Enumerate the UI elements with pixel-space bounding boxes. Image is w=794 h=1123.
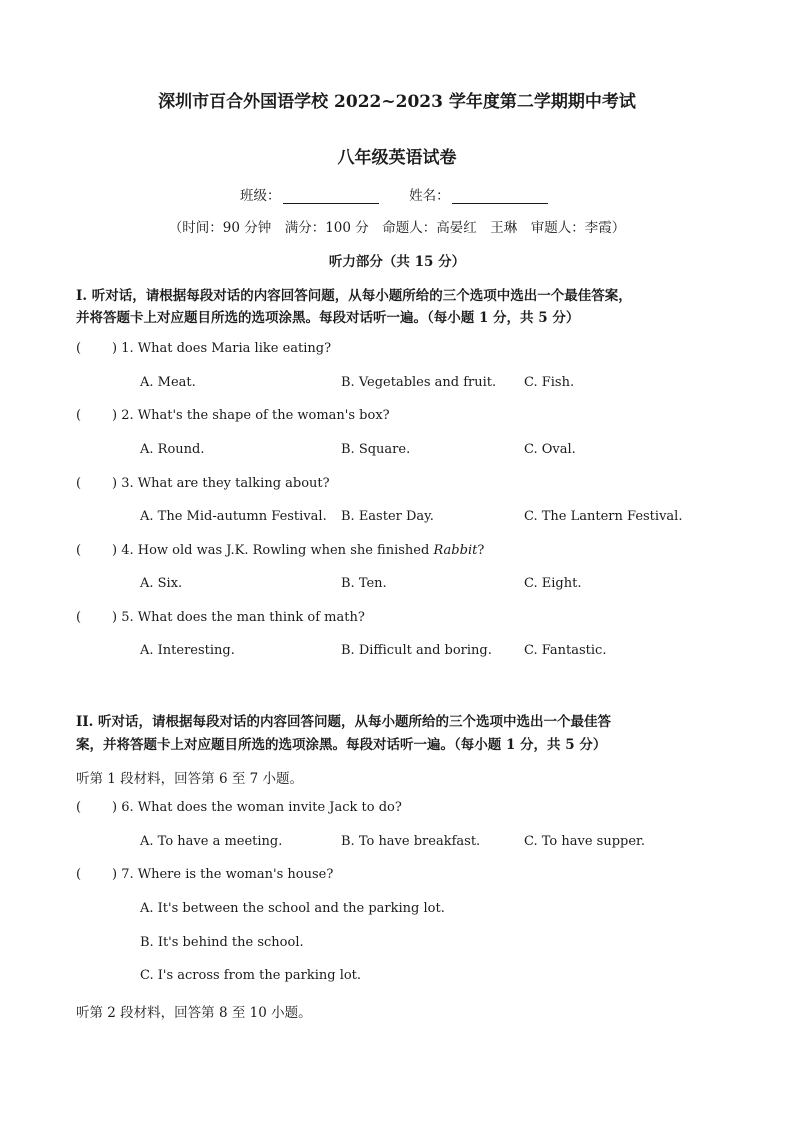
- q3-option-c: C. The Lantern Festival.: [524, 509, 683, 524]
- section1-heading-line1: I. 听对话，请根据每段对话的内容回答问题，从每小题所给的三个选项中选出一个最佳答案，: [76, 288, 632, 304]
- exam-subtitle: 八年级英语试卷: [337, 148, 457, 168]
- q4-option-c: C. Eight.: [524, 576, 582, 591]
- question-text: 1. What does Maria like eating?: [121, 341, 332, 356]
- answer-paren[interactable]: (: [76, 800, 82, 815]
- question-text: 5. What does the man think of math?: [121, 610, 365, 625]
- answer-paren[interactable]: (: [76, 476, 82, 491]
- class-name-line: [240, 184, 548, 204]
- question-1: ( ) 1. What does Maria like eating?: [76, 341, 332, 356]
- q6-option-a: A. To have a meeting.: [140, 834, 283, 849]
- q1-option-a: A. Meat.: [140, 375, 196, 390]
- question-text: 2. What's the shape of the woman's box?: [121, 408, 390, 423]
- section2-heading-line1: II. 听对话，请根据每段对话的内容回答问题，从每小题所给的三个选项中选出一个最佳答: [76, 714, 612, 730]
- question-3: ( ) 3. What are they talking about?: [76, 476, 330, 491]
- answer-paren[interactable]: (: [76, 867, 82, 882]
- answer-paren[interactable]: (: [76, 341, 82, 356]
- q2-option-b: B. Square.: [341, 442, 411, 457]
- question-4: ( ) 4. How old was J.K. Rowling when she finished Rabbit?: [76, 543, 485, 558]
- q7-option-a: A. It's between the school and the parking lot.: [140, 901, 445, 916]
- question-text: 3. What are they talking about?: [121, 476, 330, 491]
- name-blank[interactable]: [452, 189, 548, 204]
- material-2-instruction: 听第 2 段材料，回答第 8 至 10 小题。: [76, 1005, 312, 1021]
- answer-paren[interactable]: (: [76, 408, 82, 423]
- q2-option-c: C. Oval.: [524, 442, 576, 457]
- q6-option-c: C. To have supper.: [524, 834, 645, 849]
- question-6: ( ) 6. What does the woman invite Jack to do?: [76, 800, 402, 815]
- question-text: 6. What does the woman invite Jack to do?: [121, 800, 402, 815]
- q5-option-b: B. Difficult and boring.: [341, 643, 492, 658]
- section1-heading-line2: 并将答题卡上对应题目所选的选项涂黑。每段对话听一遍。（每小题 1 分，共 5 分）: [76, 310, 580, 326]
- q3-option-b: B. Easter Day.: [341, 509, 434, 524]
- question-text: 7. Where is the woman's house?: [121, 867, 334, 882]
- q2-option-a: A. Round.: [140, 442, 205, 457]
- question-5: ( ) 5. What does the man think of math?: [76, 610, 365, 625]
- answer-paren[interactable]: (: [76, 610, 82, 625]
- exam-info: （时间：90 分钟 满分：100 分 命题人：高晏红 王琳 审题人：李霞）: [168, 220, 626, 236]
- q7-option-c: C. I's across from the parking lot.: [140, 968, 362, 983]
- name-label: 姓名：: [409, 188, 450, 204]
- part-title: 听力部分（共 15 分）: [328, 254, 466, 270]
- q4-option-a: A. Six.: [140, 576, 183, 591]
- q6-option-b: B. To have breakfast.: [341, 834, 481, 849]
- q3-option-a: A. The Mid-autumn Festival.: [140, 509, 327, 524]
- exam-title: 深圳市百合外国语学校 2022~2023 学年度第二学期期中考试: [158, 92, 636, 112]
- question-text: 4. How old was J.K. Rowling when she finished Rabbit?: [121, 543, 485, 558]
- q5-option-a: A. Interesting.: [140, 643, 235, 658]
- q4-option-b: B. Ten.: [341, 576, 387, 591]
- class-blank[interactable]: [283, 189, 379, 204]
- book-title: Rabbit: [433, 543, 478, 558]
- question-7: ( ) 7. Where is the woman's house?: [76, 867, 334, 882]
- q7-option-b: B. It's behind the school.: [140, 935, 304, 950]
- q1-option-b: B. Vegetables and fruit.: [341, 375, 497, 390]
- answer-paren[interactable]: (: [76, 543, 82, 558]
- question-2: ( ) 2. What's the shape of the woman's box?: [76, 408, 390, 423]
- class-label: 班级：: [240, 188, 281, 204]
- q5-option-c: C. Fantastic.: [524, 643, 607, 658]
- material-1-instruction: 听第 1 段材料，回答第 6 至 7 小题。: [76, 771, 304, 787]
- q1-option-c: C. Fish.: [524, 375, 575, 390]
- section2-heading-line2: 案，并将答题卡上对应题目所选的选项涂黑。每段对话听一遍。（每小题 1 分，共 5 分）: [76, 737, 607, 753]
